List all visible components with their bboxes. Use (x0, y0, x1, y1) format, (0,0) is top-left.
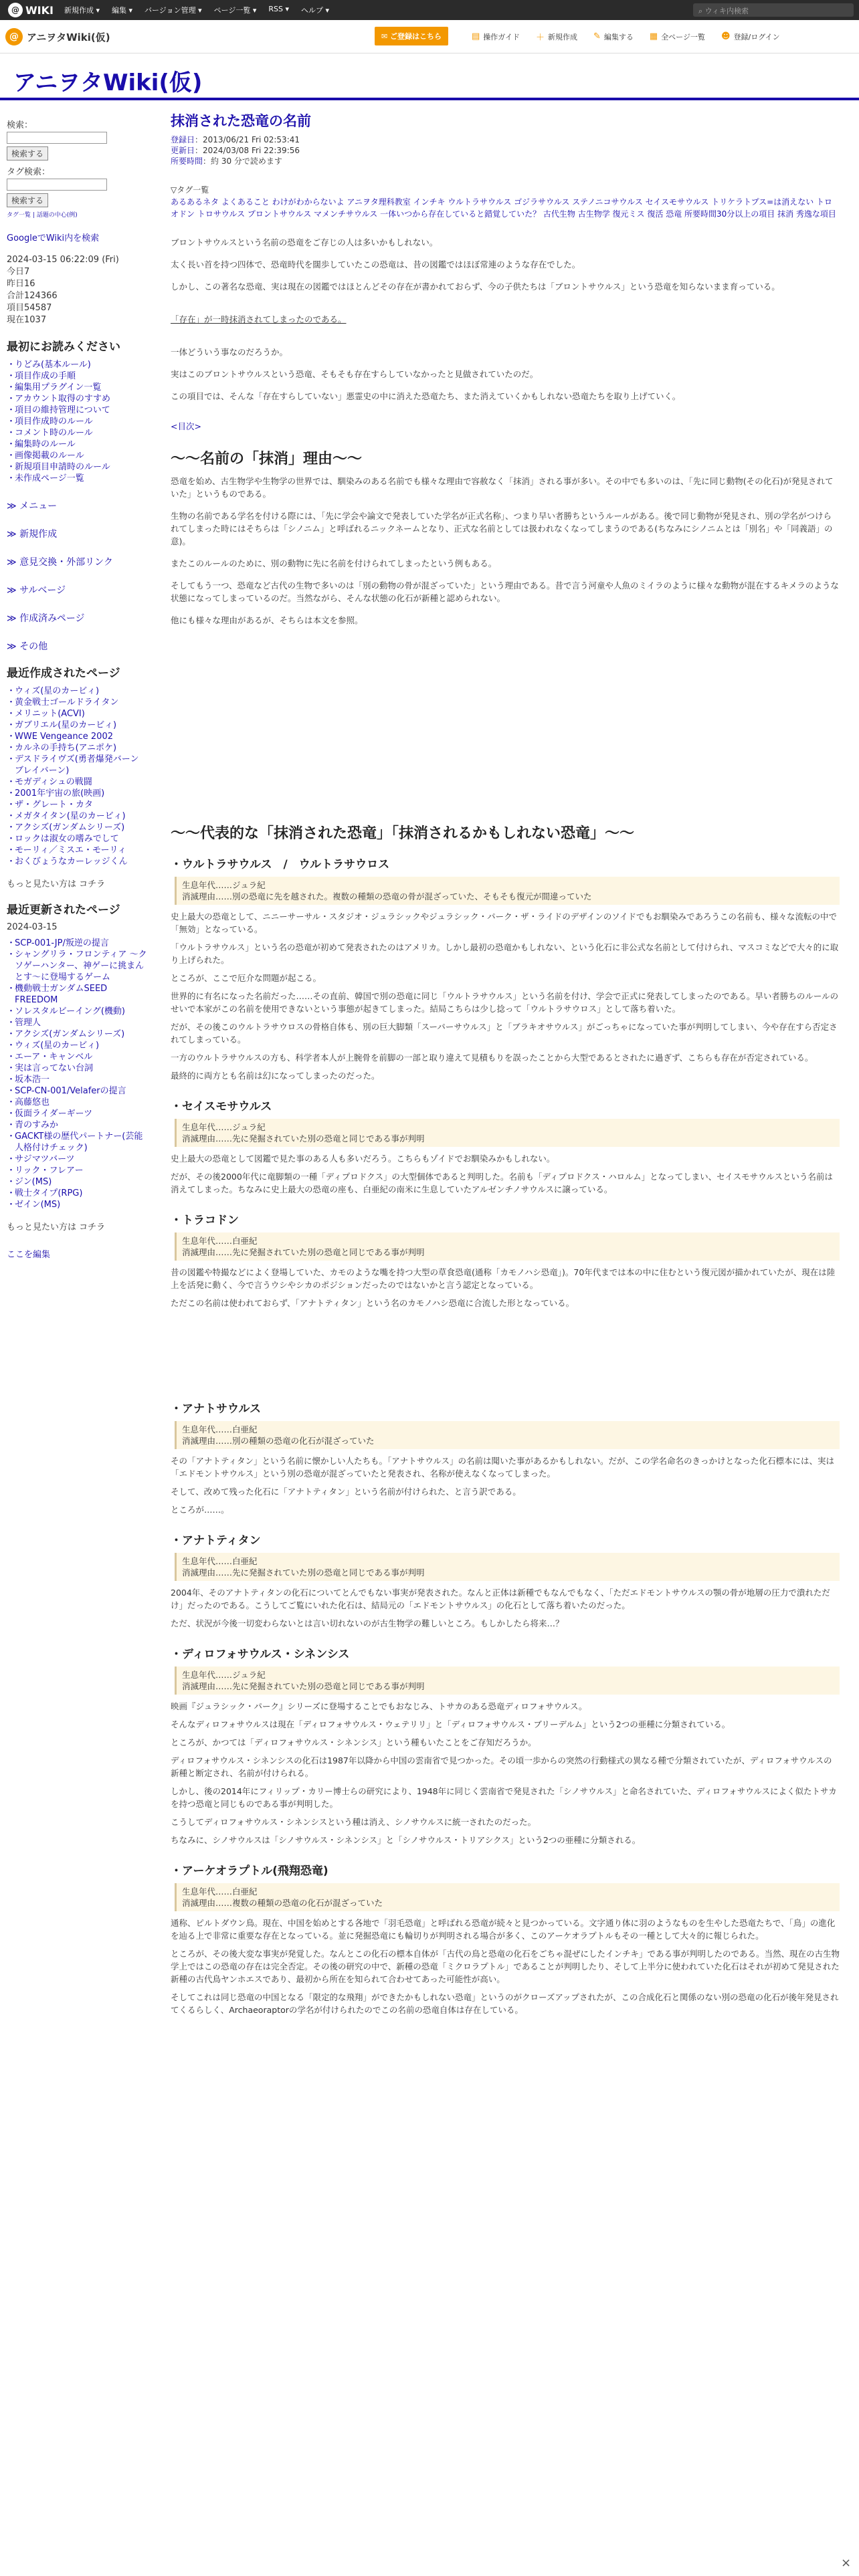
dinosaur-paragraph: 史上最大の恐竜として図鑑で見た事のある人も多いだろう。こちらもゾイドでお馴染みかもしれない。 (171, 1154, 555, 1164)
tag-search-button[interactable]: 検索する (7, 193, 48, 207)
new-page-label: 新規作成 (547, 32, 577, 41)
dinosaur-section (171, 1403, 840, 1516)
dinosaur-infobox (175, 1119, 840, 1147)
menu-rss[interactable]: RSS ▾ (268, 5, 290, 13)
meta-value: ：約 30 分で読めます (203, 156, 282, 166)
updated-item[interactable]: ・ 実は言ってない台詞 (7, 1063, 147, 1074)
site-logo[interactable] (5, 28, 110, 45)
menu-edit[interactable]: 編集 ▾ (111, 6, 133, 15)
intro-section (171, 236, 840, 403)
infobox-row: 消滅理由……別の恐竜に先を越された。複数の種類の恐竜の骨が混ざっていた、そもそも復元が間違っていた (182, 891, 592, 901)
recent-item[interactable]: ・ 2001年宇宙の旅(映画) (7, 788, 147, 799)
more-updated-link[interactable]: もっと見たい方は コチラ (7, 1222, 106, 1232)
dinosaur-paragraph: そしてこれは同じ恐竜の中国となる「限定的な飛翔」ができたかもしれない恐竜」というのがクローズアップされたが、この合成化石と関係のない別の恐竜の化石が後年発見されてくるらしく、Archaeoraptorの学名が付けられたのでこの名前の恐竜自体は存在している。 (171, 1992, 839, 2015)
recent-item[interactable]: ・ ロックは淑女の嗜みでして (7, 833, 147, 845)
dinosaur-paragraph: 通称、ピルトダウン鳥。現在、中国を始めとする各地で「羽毛恐竜」と呼ばれる恐竜が続々と見つかっている。文字通り体に羽のようなものを生やした恐竜たちで、「鳥」の進化を辿る上で非常に重要な存在となっている。並に発掘恐竜にも輪切りが判明される場合が多く、このアーケオラプトルもその一種として大々的に報じられた。 (171, 1918, 836, 1941)
login-label: 登録/ログイン (733, 32, 780, 41)
wiki-logo-text: WIKI (25, 3, 54, 17)
recent-item[interactable]: ・ おくびょうなカーレッジくん (7, 856, 147, 867)
updated-item[interactable]: ・ エーア・キャンベル (7, 1051, 147, 1063)
intro-paragraph: しかし、この著名な恐竜、実は現在の図鑑ではほとんどその存在が書かれておらず、今の子供たちは「ブロントサウルス」という恐竜を知らないまま育っている。 (171, 282, 780, 292)
infobox-row: 生息年代……白亜紀 (182, 1236, 258, 1246)
wiki-logo-icon: @ (8, 3, 23, 17)
dinosaur-heading: ・ウルトラサウルス / ウルトラサウロス (171, 858, 390, 871)
updated-item[interactable]: ・ SCP-001-JP/叛逆の提言 (7, 938, 147, 949)
updated-item[interactable]: ・ シャングリラ・フロンティア ～クソゲーハンター、神ゲーに挑まんとす～に登場するゲーム (7, 949, 147, 983)
site-toolbar (0, 20, 859, 53)
dinosaur-section (171, 1648, 840, 1846)
read-item[interactable]: ・ 未作成ページ一覧 (7, 473, 147, 484)
tag-search-input[interactable] (7, 179, 107, 191)
user-icon: ☻ (721, 31, 731, 41)
recent-item[interactable]: ・ モガディシュの戦闘 (7, 776, 147, 788)
sidebar (7, 114, 147, 1260)
edit-sidebar-link[interactable]: ここを編集 (7, 1250, 51, 1260)
dinosaur-paragraph: ちなみに、シノサウルスは「シノサウルス・シネンシス」と「シノサウルス・トリアシクス」という2つの亜種に分類される。 (171, 1835, 641, 1845)
dinosaur-paragraph: ところが、ここで厄介な問題が起こる。 (171, 973, 322, 983)
dinosaur-infobox (175, 1883, 840, 1911)
all-pages-link[interactable] (650, 30, 705, 43)
dinosaur-section (171, 1865, 840, 2016)
toc-link[interactable]: <目次> (171, 421, 201, 431)
menu-help[interactable]: ヘルプ ▾ (301, 6, 330, 15)
recent-item[interactable]: ・ ザ・グレート・カタ (7, 799, 147, 811)
dinosaur-paragraph: だが、その後このウルトラサウロスの骨格自体も、別の巨大脚類「スーパーサウルス」と「ブラキオサウルス」がごっちゃになっていた事が判明してしまい、今や存在すら否定されてしまっている。 (171, 1022, 838, 1045)
section-salvage[interactable]: ≫ サルベージ (7, 583, 147, 597)
infobox-row: 生息年代……ジュラ紀 (182, 1670, 266, 1680)
dinosaur-paragraph: ところが、その後大変な事実が発覚した。なんとこの化石の標本自体が「古代の鳥と恐竜の化石をごちゃ混ぜにしたインチキ」である事が判明したのである。当然、現在の古生物学上ではこの恐竜の存在は完全否定。その後の研究の中で、新種の恐竜「ミクロラプトル」であることが判明したり、そして上半分に使われていた化石はそれが初めて発見された新種の古代鳥ヤンホエスであり、最初から所在を知られて合わせてあった可能性が高い。 (171, 1949, 840, 1984)
reason-paragraph: またこのルールのために、別の動物に先に名前を付けられてしまったという例もある。 (171, 558, 497, 568)
section-created[interactable]: ≫ 作成済みページ (7, 611, 147, 625)
recent-item[interactable]: ・ WWE Vengeance 2002 (7, 731, 147, 742)
updated-item[interactable]: ・ 仮面ライダーギーツ (7, 1108, 147, 1119)
pages-icon: ▦ (649, 31, 658, 41)
updated-item[interactable]: ・ リック・フレアー (7, 1165, 147, 1176)
updated-date: 2024-03-15 (7, 922, 58, 932)
tag-links[interactable]: あるあるネタ よくあること わけがわからないよ アニヲタ理科教室 インチキ ウルトラサウルス ゴジラサウルス ステノニコサウルス セイスモサウルス トリケラトプス=は消えない トロオドン トロサウルス プロントサウルス マメンチサウルス 一体いつから存在していると錯覚していた？ 古代生物 古生物学 復元ミス 復活 恐竜 所要時間30分以上の項目 抹消 秀逸な項目 (171, 197, 836, 219)
dinosaur-paragraph: ディロフォサウルス・シネンシスの化石は1987年以降から中国の雲南省で見つかった。その頃一歩からの突然の行動様式の異なる種で分類されていたが、ディロフォサウルスの新種と断定され、名前が付けられる。 (171, 1755, 832, 1778)
edit-label: 編集する (603, 32, 634, 41)
list-icon: ▤ (472, 31, 480, 41)
dinosaur-section (171, 1214, 840, 1309)
dinosaur-list (171, 859, 840, 2016)
dinosaur-paragraph: その「アナトティタン」という名前に懐かしい人たちも。「アナトサウルス」の名前は聞いた事があるかもしれない。だが、この学名命名のきっかけとなった化石標本には、実は「エドモントサウルス」という別の恐竜が混ざっていたと発表され、名称が使えなくなってしまった。 (171, 1456, 835, 1479)
register-button[interactable] (375, 27, 448, 45)
dinosaur-infobox (175, 1232, 840, 1261)
stat-items: 項目54587 (7, 303, 52, 313)
meta-time (171, 156, 840, 167)
tool-links (472, 30, 796, 43)
updated-item[interactable]: ・ 管理人 (7, 1017, 147, 1029)
infobox-row: 消滅理由……複数の種類の恐竜の化石が混ざっていた (182, 1898, 383, 1908)
close-icon[interactable]: × (841, 2556, 852, 2570)
section-heading-list: ～～代表的な「抹消された恐竜」「抹消されるかもしれない恐竜」～～ (171, 825, 635, 842)
infobox-row: 生息年代……白亜紀 (182, 1556, 258, 1566)
plus-icon: ＋ (535, 33, 545, 43)
dinosaur-infobox (175, 1667, 840, 1695)
updated-item[interactable]: ・ SCP-CN-001/Velaferの提言 (7, 1085, 147, 1097)
read-item[interactable]: ・ 画像掲載のルール (7, 450, 147, 461)
recent-updated-list (7, 938, 147, 1210)
all-pages-label: 全ページ一覧 (661, 32, 705, 41)
dinosaur-paragraph: こうしてディロフォサウルス・シネンシスという種は消え、シノサウルスに統一されたのだった。 (171, 1817, 537, 1827)
dinosaur-heading: ・セイスモサウルス (171, 1100, 272, 1113)
recent-item[interactable]: ・ モーリィ／ミスエ・モーリィ (7, 845, 147, 856)
new-page-link[interactable] (536, 30, 577, 43)
pencil-icon: ✎ (593, 31, 601, 41)
google-search-link[interactable]: GoogleでWiki内を検索 (7, 233, 100, 243)
dinosaur-section (171, 1535, 840, 1630)
recent-item[interactable]: ・ ウィズ(星のカービィ) (7, 685, 147, 697)
infobox-row: 消滅理由……別の種類の恐竜の化石が混ざっていた (182, 1436, 375, 1446)
dinosaur-heading: ・アーケオラプトル(飛翔恐竜) (171, 1864, 328, 1878)
site-logo-text: アニヲタWiki(仮) (27, 31, 110, 43)
dinosaur-paragraph: 史上最大の恐竜として、ニニーサーサル・スタジオ・ジュラシックやジュラシック・パーク・ザ・ライドのデザインのソイドでもお馴染みであろうこの名前も、様々な流転の中で「無効」となっている。 (171, 911, 838, 934)
dinosaur-paragraph: ただ、状況が今後一切変わらないとは言い切れないのが古生物学の難しいところ。もしかしたら将来…？ (171, 1618, 564, 1628)
read-item[interactable]: ・ 編集用プラグイン一覧 (7, 382, 147, 393)
dinosaur-infobox (175, 1553, 840, 1581)
updated-item[interactable]: ・ ソレスタルビーイング(機動) (7, 1006, 147, 1017)
intro-paragraph: 「存在」が一時抹消されてしまったのである。 (171, 314, 347, 324)
tag-list-link[interactable]: タグ一覧 | 話題の中心(例) (7, 212, 78, 219)
recent-item[interactable]: ・ デスドライヴズ(勇者爆発バーンブレイバーン) (7, 754, 147, 776)
read-item[interactable]: ・ アカウント取得のすすめ (7, 393, 147, 405)
updated-item[interactable]: ・ 高藤悠也 (7, 1097, 147, 1108)
dinosaur-paragraph: ただこの名前は使われておらず、「アナトティタン」という名のカモノハシ恐竜に合流した形となっている。 (171, 1298, 575, 1308)
menu-new[interactable]: 新規作成 ▾ (64, 6, 100, 15)
meta-value: ：2024/03/08 Fri 22:39:56 (195, 146, 300, 155)
updated-item[interactable]: ・ アクシズ(ガンダムシリーズ) (7, 1029, 147, 1040)
recent-updated-heading: 最近更新されたページ (7, 903, 120, 917)
read-item[interactable]: ・ 項目作成時のルール (7, 416, 147, 427)
recent-created-heading: 最近作成されたページ (7, 667, 120, 680)
meta-key: 更新日 (171, 146, 195, 155)
dinosaur-infobox (175, 1421, 840, 1449)
reason-paragraph: 他にも様々な理由があるが、そちらは本文を参照。 (171, 615, 363, 625)
tag-search-label: タグ検索： (7, 167, 51, 177)
guide-label: 操作ガイド (483, 32, 520, 41)
dinosaur-paragraph: 最終的に両方とも名前は幻になってしまったのだった。 (171, 1071, 380, 1081)
site-title[interactable]: アニヲタWiki(仮) (13, 70, 203, 96)
read-item[interactable]: ・ 項目の維持管理について (7, 405, 147, 416)
page-title: 抹消された恐竜の名前 (171, 113, 311, 129)
search-placeholder: ウィキ内検索 (704, 7, 749, 15)
dinosaur-infobox (175, 877, 840, 905)
read-item[interactable]: ・ コメント時のルール (7, 427, 147, 439)
dinosaur-paragraph: そんなディロフォサウルスは現在「ディロフォサウルス・ウェテリリ」と「ディロフォサウルス・ブリーデルム」という2つの亜種に分類されている。 (171, 1719, 731, 1729)
dinosaur-heading: ・アナトサウルス (171, 1402, 261, 1416)
meta-value: ：2013/06/21 Fri 02:53:41 (195, 135, 300, 144)
dinosaur-heading: ・アナトティタン (171, 1534, 261, 1547)
article (171, 115, 840, 2022)
dinosaur-section (171, 1101, 840, 1196)
sidebar-search-input[interactable] (7, 132, 107, 144)
more-created-link[interactable]: もっと見たい方は コチラ (7, 879, 106, 889)
login-link[interactable] (721, 30, 780, 43)
dinosaur-paragraph: しかし、後の2014年にフィリップ・カリー博士らの研究により、1948年に同じく雲南省で発見された「シノサウルス」と命名されていた、ディロフォサウルスによく似たトサカを持つ恐竜と同じものである事が判明した。 (171, 1786, 837, 1809)
page-meta (171, 134, 840, 167)
infobox-row: 生息年代……ジュラ紀 (182, 1122, 266, 1132)
intro-paragraph: 一体どういう事なのだろうか。 (171, 347, 288, 357)
meta-registered (171, 134, 840, 145)
stat-yesterday: 昨日16 (7, 279, 35, 289)
read-item[interactable]: ・ 項目作成の手順 (7, 370, 147, 382)
meta-key: 所要時間 (171, 156, 203, 166)
read-item[interactable]: ・ 新規項目申請時のルール (7, 461, 147, 473)
sidebar-search-button[interactable]: 検索する (7, 146, 48, 160)
read-item[interactable]: ・ りどみ(基本ルール) (7, 359, 147, 370)
dinosaur-paragraph: ところが……。 (171, 1505, 229, 1515)
tag-list-heading[interactable]: ▽タグ一覧 (171, 185, 209, 195)
dinosaur-heading: ・ディロフォサウルス・シネンシス (171, 1648, 350, 1661)
wiki-search-input[interactable] (693, 3, 854, 17)
updated-item[interactable]: ・ ジン(MS) (7, 1176, 147, 1188)
stat-date: 2024-03-15 06:22:09 (Fri) (7, 255, 119, 265)
dinosaur-paragraph: 2004年、そのアナトティタンの化石についてとんでもない事実が発表された。なんと正体は新種でもなんでもなく、「ただエドモントサウルスの顎の骨が地層の圧力で潰れただけ」だったのである。こうしてご覧にいれた化石は、結局元の「エドモントサウルス」の化石として落ち着いたのだった。 (171, 1588, 830, 1610)
wiki-logo[interactable] (8, 3, 54, 17)
dinosaur-paragraph: 昔の図鑑や特撮などによく登場していた、カモのような嘴を持つ大型の草食恐竜(通称「カモノハシ恐竜」)。70年代までは本の中に住むという復元図が描かれていたが、現在は陸上を活発に動く、今で言うウシやシカのポジションだったのではないかと言う認定となっている。 (171, 1267, 836, 1290)
infobox-row: 消滅理由……先に発掘されていた別の恐竜と同じである事が判明 (182, 1568, 425, 1578)
infobox-row: 消滅理由……先に発掘されていた別の恐竜と同じである事が判明 (182, 1681, 425, 1691)
read-item[interactable]: ・ 編集時のルール (7, 439, 147, 450)
intro-paragraph: ブロントサウルスという名前の恐竜をご存じの人は多いかもしれない。 (171, 237, 438, 247)
updated-item[interactable]: ・ 青のすみか (7, 1119, 147, 1131)
recent-item[interactable]: ・ メガタイタン(星のカービィ) (7, 811, 147, 822)
section-heading-reason: ～～名前の「抹消」理由～～ (171, 451, 363, 467)
access-stats (7, 254, 147, 326)
intro-paragraph: 実はこのブロントサウルスという恐竜、そもそも存在すらしていなかったと見做されていたのだ。 (171, 369, 539, 379)
infobox-row: 消滅理由……先に発掘されていた別の恐竜と同じである事が判明 (182, 1134, 425, 1144)
updated-item[interactable]: ・ ゼイン(MS) (7, 1199, 147, 1210)
read-first-list (7, 359, 147, 484)
intro-paragraph: この項目では、そんな「存在すらしていない」悪霊史の中に消えた恐竜たち、また消えていくかもしれない恐竜たちを取り上げていく。 (171, 391, 681, 401)
dinosaur-paragraph: 世界的に有名になった名前だった……その直前、韓国で別の恐竜に同じ「ウルトラサウルス」という名前を付け、学会で正式に発表してしまったのである。早い者勝ちのルールのせいで本家がこの名前を使用できないという事態が起きてしまった。結局こちらは少し捻って「ウルトラサウロス」として落ち着いた。 (171, 991, 839, 1014)
dinosaur-section (171, 859, 840, 1082)
updated-item[interactable]: ・ ウィズ(星のカービィ) (7, 1040, 147, 1051)
recent-item[interactable]: ・ カルネの手持ち(アニポケ) (7, 742, 147, 754)
mail-icon: ✉ (381, 31, 391, 41)
guide-link[interactable] (472, 30, 520, 43)
dinosaur-paragraph: 映画『ジュラシック・パーク』シリーズに登場することでもおなじみ、トサカのある恐竜ディロフォサウルス。 (171, 1701, 587, 1711)
dinosaur-paragraph: だが、その後2000年代に竜脚類の一種「ディプロドクス」の大型個体であると判明した。名前も「ディプロドクス・ハロルム」となってしまい、セイスモサウルスという名前は消えてしまった。ちなみに史上最大の恐竜の座も、白亜紀の南米に生息していたアルゼンチノサウルスに譲っている。 (171, 1172, 833, 1194)
title-divider (0, 98, 859, 100)
stat-current: 現在1037 (7, 315, 47, 325)
section-other[interactable]: ≫ その他 (7, 639, 147, 653)
edit-link[interactable] (593, 30, 634, 43)
section-new[interactable]: ≫ 新規作成 (7, 527, 147, 540)
dinosaur-paragraph: 「ウルトラサウルス」という名の恐竜が初めて発表されたのはアメリカ。しかし最初の恐竜かもしれない、という化石に非公式な名前として付けられ、マスコミなどで大々的に取り上げられた。 (171, 942, 839, 965)
section-menu[interactable]: ≫ メニュー (7, 499, 147, 512)
recent-created-list (7, 685, 147, 867)
reason-paragraph: そしてもう一つ、恐竜など古代の生物で多いのは「別の動物の骨が混ざっていた」という理由である。昔で言う河童や人魚のミイラのように様々な動物が混在するキメラのような状態になってしまっているのだ。当然ながら、そんな状態の化石が新種と認められない。 (171, 580, 839, 603)
reason-paragraph: 恐竜を始め、古生物学や生物学の世界では、馴染みのある名前でも様々な理由で容赦なく「抹消」される事が多い。その中でも多いのは、「先に同じ動物(その化石)が発見されていた」というものである。 (171, 476, 834, 499)
updated-item[interactable]: ・ 坂本浩一 (7, 1074, 147, 1085)
search-label: 検索： (7, 120, 33, 130)
meta-key: 登録日 (171, 135, 195, 144)
dinosaur-paragraph: そして、改めて残った化石に「アナトティタン」という名前が付けられた、と言う訳である。 (171, 1487, 521, 1497)
intro-paragraph: 太く長い首を持つ四体で、恐竜時代を闊歩していたこの恐竜は、昔の図鑑ではほぼ常連のような存在でした。 (171, 259, 581, 270)
register-label: ご登録はこちら (390, 32, 442, 41)
top-menus (64, 5, 341, 15)
infobox-row: 生息年代……ジュラ紀 (182, 880, 266, 890)
search-icon: ⌕ (698, 7, 705, 15)
updated-item[interactable]: ・ GACKT様の歴代パートナー(芸能人格付けチェック) (7, 1131, 147, 1154)
infobox-row: 生息年代……白亜紀 (182, 1887, 258, 1897)
recent-item[interactable]: ・ 黄金戦士ゴールドライタン (7, 697, 147, 708)
stat-total: 合計124366 (7, 291, 58, 301)
updated-item[interactable]: ・ サジマツバーツ (7, 1154, 147, 1165)
dinosaur-paragraph: ところが、かつては「ディロフォサウルス・シネンシス」という種もいたことをご存知だろうか。 (171, 1737, 537, 1747)
reason-paragraph: 生物の名前である学名を付ける際には、「先に学会や論文で発表していた学名が正式名称」、つまり早い者勝ちというルールがある。後で同じ動物が発見され、別の学名がつけられてしまった時にはそちらは「シノニム」と呼ばれるニックネームとなり、正式な名前としては扱われなくなってしまうのである(ちなみにシノニムとは「別名」や「同義語」の意)。 (171, 511, 833, 546)
infobox-row: 生息年代……白亜紀 (182, 1424, 258, 1434)
menu-version[interactable]: バージョン管理 ▾ (145, 6, 202, 15)
site-logo-icon: @ (5, 28, 23, 45)
read-first-heading: 最初にお読みください (7, 340, 120, 354)
stat-today: 今日7 (7, 267, 30, 277)
dinosaur-paragraph: 一方のウルトラサウルスの方も、科学者本人が上腕骨を前脚の一部と取り違えて見積もりを誤ったことから大型であるとされたに過ぎず、こちらも存在が否定されている。 (171, 1053, 814, 1063)
recent-item[interactable]: ・ ガブリエル(星のカービィ) (7, 720, 147, 731)
recent-item[interactable]: ・ メリニット(ACVI) (7, 708, 147, 720)
infobox-row: 消滅理由……先に発掘されていた別の恐竜と同じである事が判明 (182, 1247, 425, 1257)
recent-item[interactable]: ・ アクシズ(ガンダムシリーズ) (7, 822, 147, 833)
updated-item[interactable]: ・ 戦士タイプ(RPG) (7, 1188, 147, 1199)
top-navbar (0, 0, 859, 20)
tag-box (171, 184, 840, 220)
updated-item[interactable]: ・ 機動戦士ガンダムSEED FREEDOM (7, 983, 147, 1006)
section-links[interactable]: ≫ 意見交換・外部リンク (7, 555, 147, 568)
menu-pages[interactable]: ページ一覧 ▾ (213, 6, 257, 15)
dinosaur-heading: ・トラコドン (171, 1214, 239, 1227)
meta-updated (171, 145, 840, 156)
